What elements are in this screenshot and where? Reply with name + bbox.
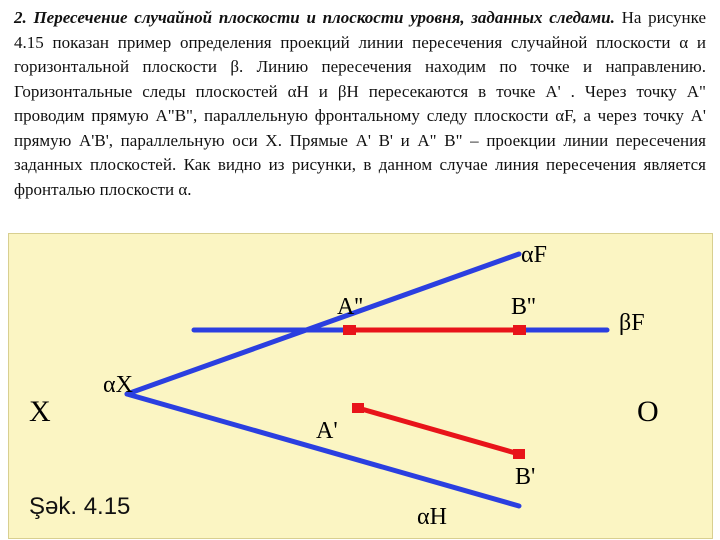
alpha-f-trace: [127, 254, 519, 394]
text-block: [14, 6, 706, 202]
label-alpha-x: αX: [103, 372, 133, 398]
point-b2: [513, 325, 526, 335]
label-point-b2: B'': [511, 294, 536, 320]
label-alpha-f: αF: [521, 242, 547, 268]
body-text: На рисунке 4.15 показан пример определения проекций линии пересечения случайной плоскости α и горизонтальной плоскости β. Линию пересечения находим по точке и направлению. Горизонтальные следы плоскостей αH и βH пересекаются в точке A' . Через точку A" проводим прямую A"B", параллельную фронтальному следу плоскости αF, а через точку A' прямую A'B', параллельную оси X. Прямые A' B' и A" B" – проекции линии пересечения заданных плоскостей. Как видно из рисунки, в данном случае линия пересечения является фронталью плоскости α.: [14, 8, 706, 199]
label-alpha-h: αH: [417, 504, 447, 530]
label-point-b1: B': [515, 464, 536, 490]
figure-4-15: [8, 233, 713, 539]
label-beta-f: βF: [619, 310, 645, 336]
line-a1-b1: [358, 408, 519, 454]
point-a2: [343, 325, 356, 335]
label-point-a2: A'': [337, 294, 363, 320]
paragraph: [14, 6, 706, 202]
section-heading: 2. Пересечение случайной плоскости и плоскости уровня, заданных следами.: [14, 8, 615, 27]
point-a1: [352, 403, 364, 413]
label-axis-x: X: [29, 395, 51, 428]
alpha-h-trace: [127, 394, 519, 506]
figure-caption: Şək. 4.15: [29, 493, 131, 520]
label-point-a1: A': [316, 418, 338, 444]
label-axis-o: O: [637, 395, 659, 428]
point-b1: [513, 449, 525, 459]
